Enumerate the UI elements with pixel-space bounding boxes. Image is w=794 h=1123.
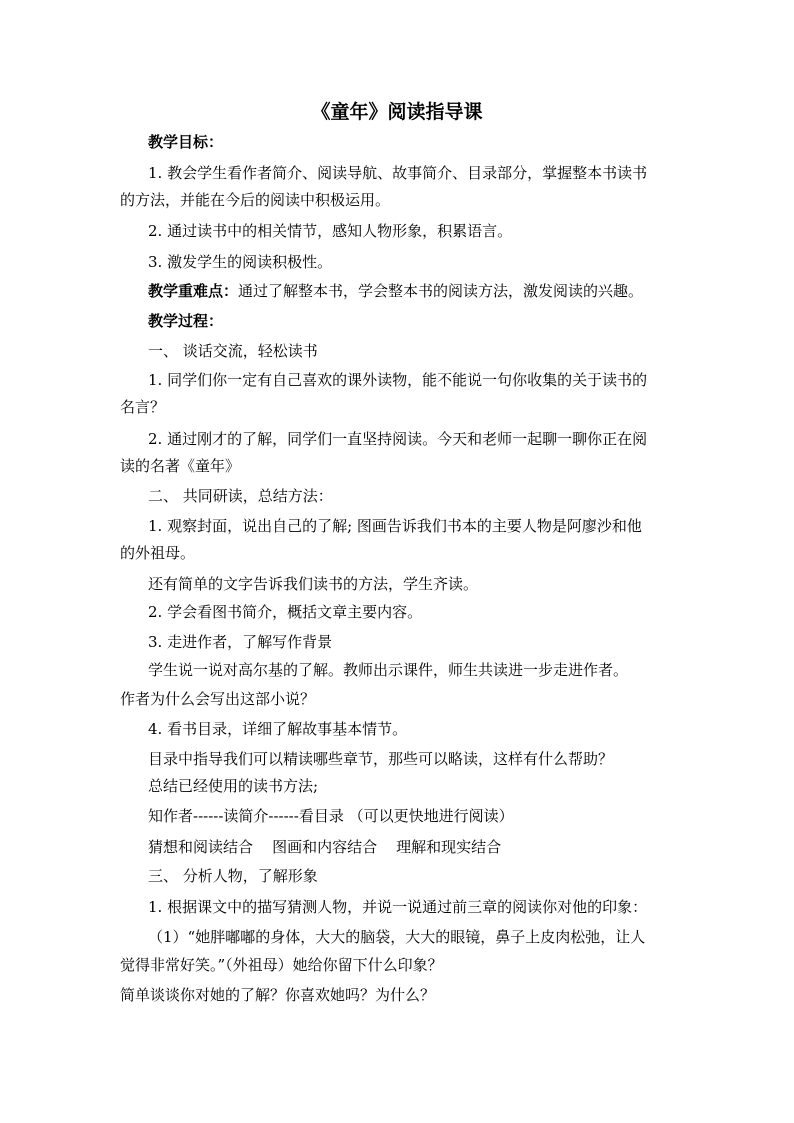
paragraph-line: 目录中指导我们可以精读哪些章节，那些可以略读，这样有什么帮助？: [148, 750, 614, 768]
heading-key-points: 教学重难点：: [148, 282, 239, 300]
paragraph-line: 1. 观察封面，说出自己的了解; 图画告诉我们书本的主要人物是阿廖沙和他: [148, 517, 642, 535]
paragraph-line: （1）“她胖嘟嘟的身体，大大的脑袋，大大的眼镜，鼻子上皮肉松弛，让人: [148, 928, 646, 946]
heading-goals: 教学目标：: [148, 133, 224, 151]
paragraph-line: 还有简单的文字告诉我们读书的方法，学生齐读。: [148, 575, 479, 593]
paragraph-line: 猜想和阅读结合 图画和内容结合 理解和现实结合: [148, 838, 502, 856]
paragraph-line: 知作者------读简介------看目录 （可以更快地进行阅读）: [148, 807, 514, 825]
section-heading: 二、 共同研读，总结方法：: [148, 487, 333, 505]
paragraph-line: 3. 激发学生的阅读积极性。: [148, 253, 333, 271]
paragraph-line: 2. 通过读书中的相关情节，感知人物形象，积累语言。: [148, 222, 513, 240]
paragraph-line: 简单谈谈你对她的了解？你喜欢她吗？为什么？: [120, 986, 436, 1004]
paragraph-line: 1. 同学们你一定有自己喜欢的课外读物，能不能说一句你收集的关于读书的: [148, 371, 648, 389]
paragraph-line: 的方法，并能在今后的阅读中积极运用。: [120, 191, 391, 209]
paragraph-line: 4. 看书目录，详细了解故事基本情节。: [148, 720, 408, 738]
document-title: 《童年》阅读指导课: [311, 101, 483, 123]
key-points-text: 通过了解整本书，学会整本书的阅读方法，激发阅读的兴趣。: [238, 282, 644, 300]
paragraph-line: 读的名著《童年》: [120, 457, 241, 475]
paragraph-line: 2. 学会看图书简介，概括文章主要内容。: [148, 603, 423, 621]
paragraph-line: 总结已经使用的读书方法;: [148, 777, 319, 795]
paragraph-line: 学生说一说对高尔基的了解。教师出示课件，师生共读进一步走进作者。: [148, 661, 629, 679]
paragraph-line: 3. 走进作者，了解写作背景: [148, 633, 333, 651]
key-points-line: [148, 280, 708, 302]
section-heading: 三、 分析人物，了解形象: [148, 867, 318, 885]
paragraph-line: 的外祖母。: [120, 544, 196, 562]
section-heading: 一、 谈话交流，轻松读书: [148, 342, 318, 360]
paragraph-line: 2. 通过刚才的了解，同学们一直坚持阅读。今天和老师一起聊一聊你正在阅: [148, 430, 648, 448]
heading-process: 教学过程：: [148, 312, 224, 330]
paragraph-line: 觉得非常好笑。”（外祖母）她给你留下什么印象？: [120, 956, 443, 974]
paragraph-line: 1. 教会学生看作者简介、阅读导航、故事简介、目录部分，掌握整本书读书: [148, 164, 648, 182]
paragraph-line: 名言？: [120, 398, 166, 416]
paragraph-line: 1. 根据课文中的描写猜测人物，并说一说通过前三章的阅读你对他的印象：: [148, 898, 648, 916]
paragraph-line: 作者为什么会写出这部小说？: [120, 690, 316, 708]
